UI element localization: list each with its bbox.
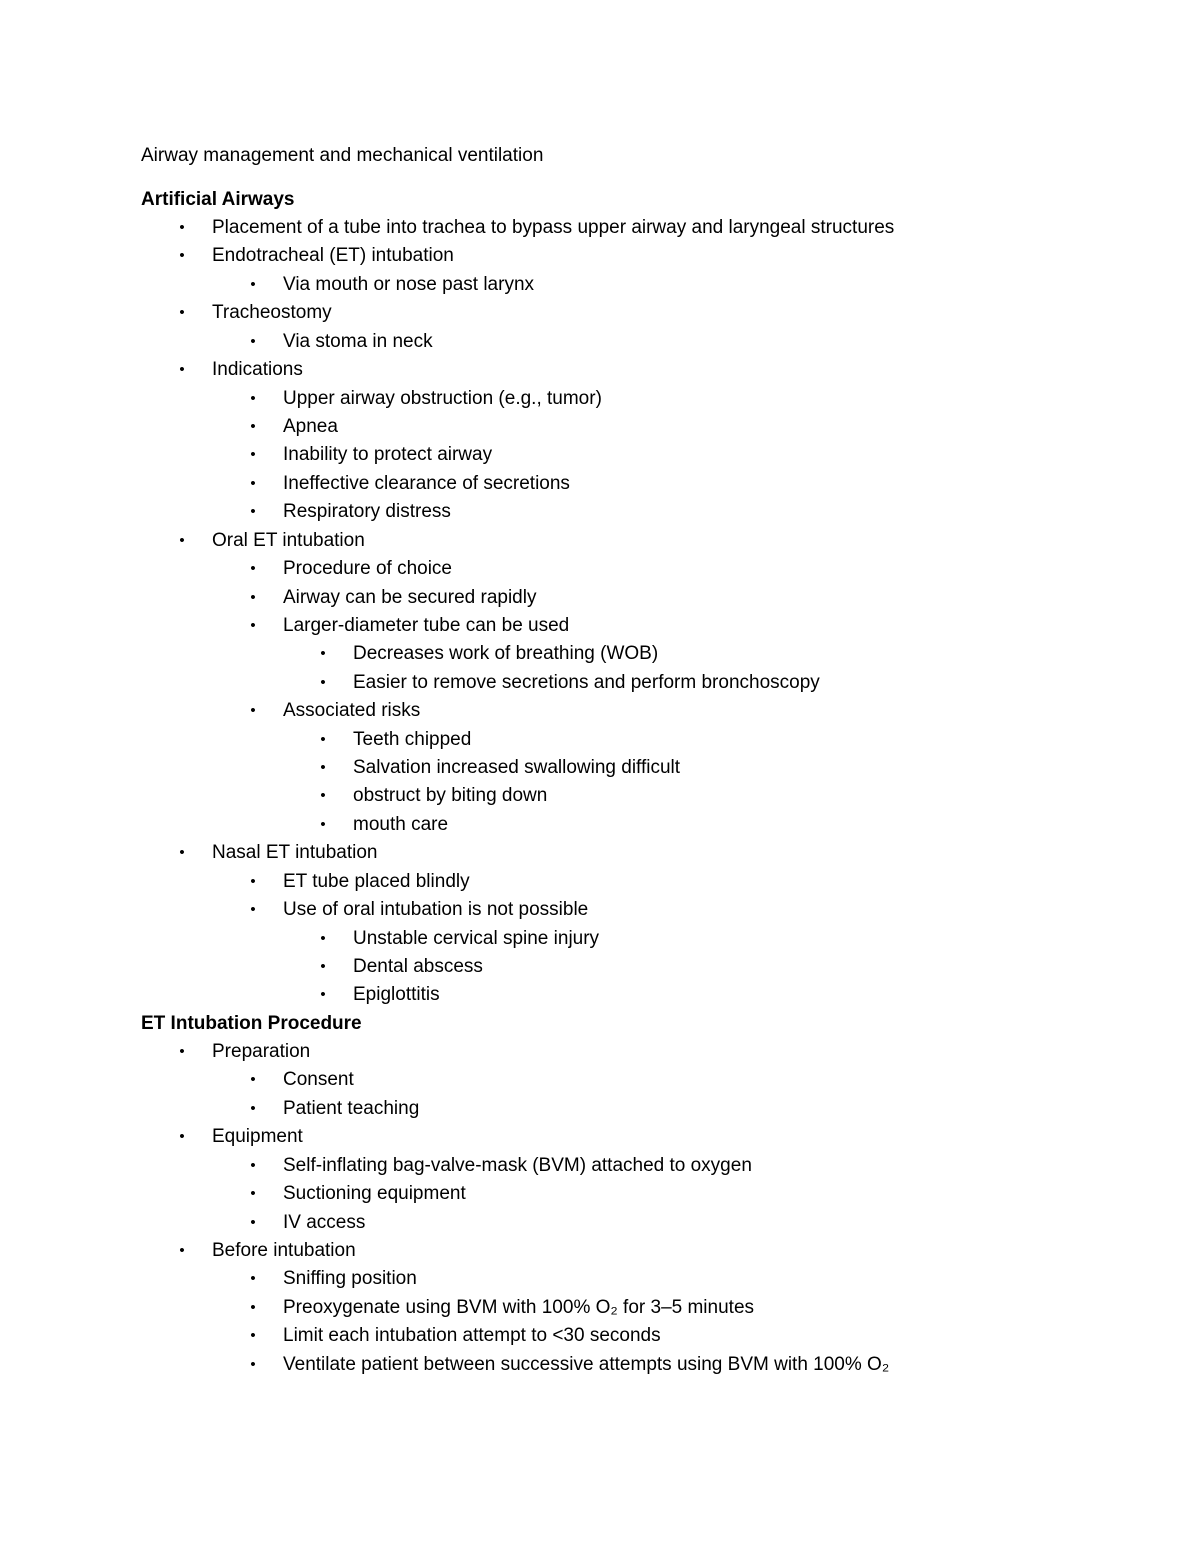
list-item (250, 387, 602, 411)
list-item-text: Larger-diameter tube can be used (283, 614, 570, 636)
list-item-text: IV access (283, 1211, 366, 1233)
bullet-icon: • (250, 1213, 256, 1231)
bullet-icon: • (250, 1298, 256, 1316)
list-item-text: Via stoma in neck (283, 330, 433, 352)
list-item (250, 614, 570, 638)
list-item-text: Teeth chipped (353, 728, 472, 750)
list-item-text: Unstable cervical spine injury (353, 927, 600, 949)
list-item-text: Before intubation (212, 1239, 356, 1261)
bullet-icon: • (179, 361, 185, 379)
bullet-icon: • (179, 1241, 185, 1259)
bullet-icon: • (250, 588, 256, 606)
bullet-icon: • (250, 332, 256, 350)
bullet-icon: • (320, 957, 326, 975)
list-item-text: Via mouth or nose past larynx (283, 273, 535, 295)
list-item (250, 1296, 755, 1320)
bullet-icon: • (250, 1099, 256, 1117)
list-item (250, 415, 338, 439)
list-item-text: Self-inflating bag-valve-mask (BVM) attached to oxygen (283, 1154, 752, 1176)
bullet-icon: • (250, 702, 256, 720)
bullet-icon: • (250, 275, 256, 293)
list-item-text: Endotracheal (ET) intubation (212, 245, 454, 267)
list-item (320, 813, 449, 837)
list-item-text: Ineffective clearance of secretions (283, 472, 570, 494)
list-item (250, 870, 470, 894)
list-item (320, 983, 440, 1007)
list-item (179, 301, 332, 325)
bullet-icon: • (250, 560, 256, 577)
list-item-text: Salvation increased swallowing difficult (353, 757, 681, 778)
list-item (250, 1182, 466, 1206)
document-title: Airway management and mechanical ventilation (141, 145, 544, 166)
list-item-text: Equipment (212, 1126, 303, 1148)
list-item (250, 1324, 661, 1348)
list-item (250, 699, 421, 723)
list-item (250, 273, 535, 297)
list-item-text: Apnea (283, 415, 338, 437)
bullet-icon: • (250, 1156, 256, 1174)
list-item (320, 756, 681, 780)
list-item (179, 358, 303, 382)
list-item-text: Epiglottitis (353, 984, 440, 1006)
bullet-icon: • (250, 1327, 256, 1345)
list-item (250, 1211, 366, 1235)
list-item-text: Respiratory distress (283, 501, 451, 523)
list-item-text: Indications (212, 359, 303, 381)
list-item (250, 1097, 420, 1121)
list-item-text: Limit each intubation attempt to <30 seconds (283, 1325, 661, 1347)
list-item (179, 841, 378, 865)
bullet-icon: • (179, 844, 185, 862)
list-item-text: Associated risks (283, 700, 421, 722)
list-item (250, 500, 451, 524)
bullet-icon: • (250, 389, 256, 407)
list-item-text: Sniffing position (283, 1268, 417, 1290)
bullet-icon: • (250, 1071, 256, 1089)
list-item-text: mouth care (353, 813, 449, 835)
section-heading: Artificial Airways (141, 189, 295, 210)
bullet-icon: • (179, 219, 185, 236)
list-item-text: Decreases work of breathing (WOB) (353, 643, 659, 665)
bullet-icon: • (320, 787, 326, 805)
list-item-text: Preoxygenate using BVM with 100% O₂ for 3–5 minutes (283, 1296, 755, 1318)
bullet-icon: • (320, 929, 326, 947)
list-item (320, 728, 472, 752)
list-item (250, 1154, 752, 1178)
bullet-icon: • (320, 759, 326, 776)
list-item (179, 529, 365, 553)
list-item (250, 1353, 890, 1377)
list-item (250, 586, 537, 610)
bullet-icon: • (179, 1128, 185, 1146)
bullet-icon: • (250, 616, 256, 634)
list-item (320, 927, 600, 951)
bullet-icon: • (320, 815, 326, 833)
list-item (250, 557, 452, 581)
bullet-icon: • (320, 673, 326, 691)
list-item (179, 1239, 356, 1263)
bullet-icon: • (250, 446, 256, 464)
bullet-icon: • (250, 417, 256, 435)
bullet-icon: • (250, 1185, 256, 1203)
list-item-text: Easier to remove secretions and perform bronchoscopy (353, 671, 820, 693)
list-item (250, 1267, 417, 1291)
bullet-icon: • (250, 1270, 256, 1288)
bullet-icon: • (320, 645, 326, 663)
list-item (320, 642, 659, 666)
list-item (250, 443, 493, 467)
list-item (250, 330, 433, 354)
bullet-icon: • (179, 1043, 185, 1060)
list-item-text: Upper airway obstruction (e.g., tumor) (283, 387, 602, 409)
list-item (320, 671, 820, 695)
list-item-text: Oral ET intubation (212, 529, 365, 551)
list-item-text: Inability to protect airway (283, 444, 493, 466)
list-item (179, 216, 895, 240)
bullet-icon: • (250, 901, 256, 919)
bullet-icon: • (250, 503, 256, 521)
bullet-icon: • (320, 986, 326, 1004)
section-heading: ET Intubation Procedure (141, 1013, 362, 1034)
list-item-text: Airway can be secured rapidly (283, 586, 537, 608)
list-item-text: Placement of a tube into trachea to bypass upper airway and laryngeal structures (212, 217, 895, 238)
list-item-text: Nasal ET intubation (212, 842, 378, 864)
list-item (250, 1068, 354, 1092)
bullet-icon: • (179, 531, 185, 549)
bullet-icon: • (320, 730, 326, 748)
list-item (320, 955, 483, 979)
list-item-text: Tracheostomy (212, 302, 332, 324)
bullet-icon: • (250, 474, 256, 492)
list-item-text: Consent (283, 1069, 354, 1091)
list-item-text: ET tube placed blindly (283, 870, 470, 892)
list-item-text: Procedure of choice (283, 558, 452, 579)
list-item-text: Use of oral intubation is not possible (283, 899, 589, 921)
list-item-text: Dental abscess (353, 955, 483, 977)
list-item-text: Ventilate patient between successive attempts using BVM with 100% O₂ (283, 1353, 890, 1375)
list-item (179, 244, 454, 268)
list-item-text: Suctioning equipment (283, 1183, 466, 1205)
list-item (320, 784, 548, 808)
list-item (179, 1040, 311, 1064)
bullet-icon: • (179, 304, 185, 322)
list-item-text: Patient teaching (283, 1097, 420, 1119)
list-item-text: Preparation (212, 1041, 311, 1062)
list-item (250, 472, 570, 496)
list-item (179, 1125, 303, 1149)
bullet-icon: • (250, 1355, 256, 1373)
list-item (250, 898, 589, 922)
list-item-text: obstruct by biting down (353, 785, 548, 807)
bullet-icon: • (250, 872, 256, 890)
bullet-icon: • (179, 247, 185, 265)
